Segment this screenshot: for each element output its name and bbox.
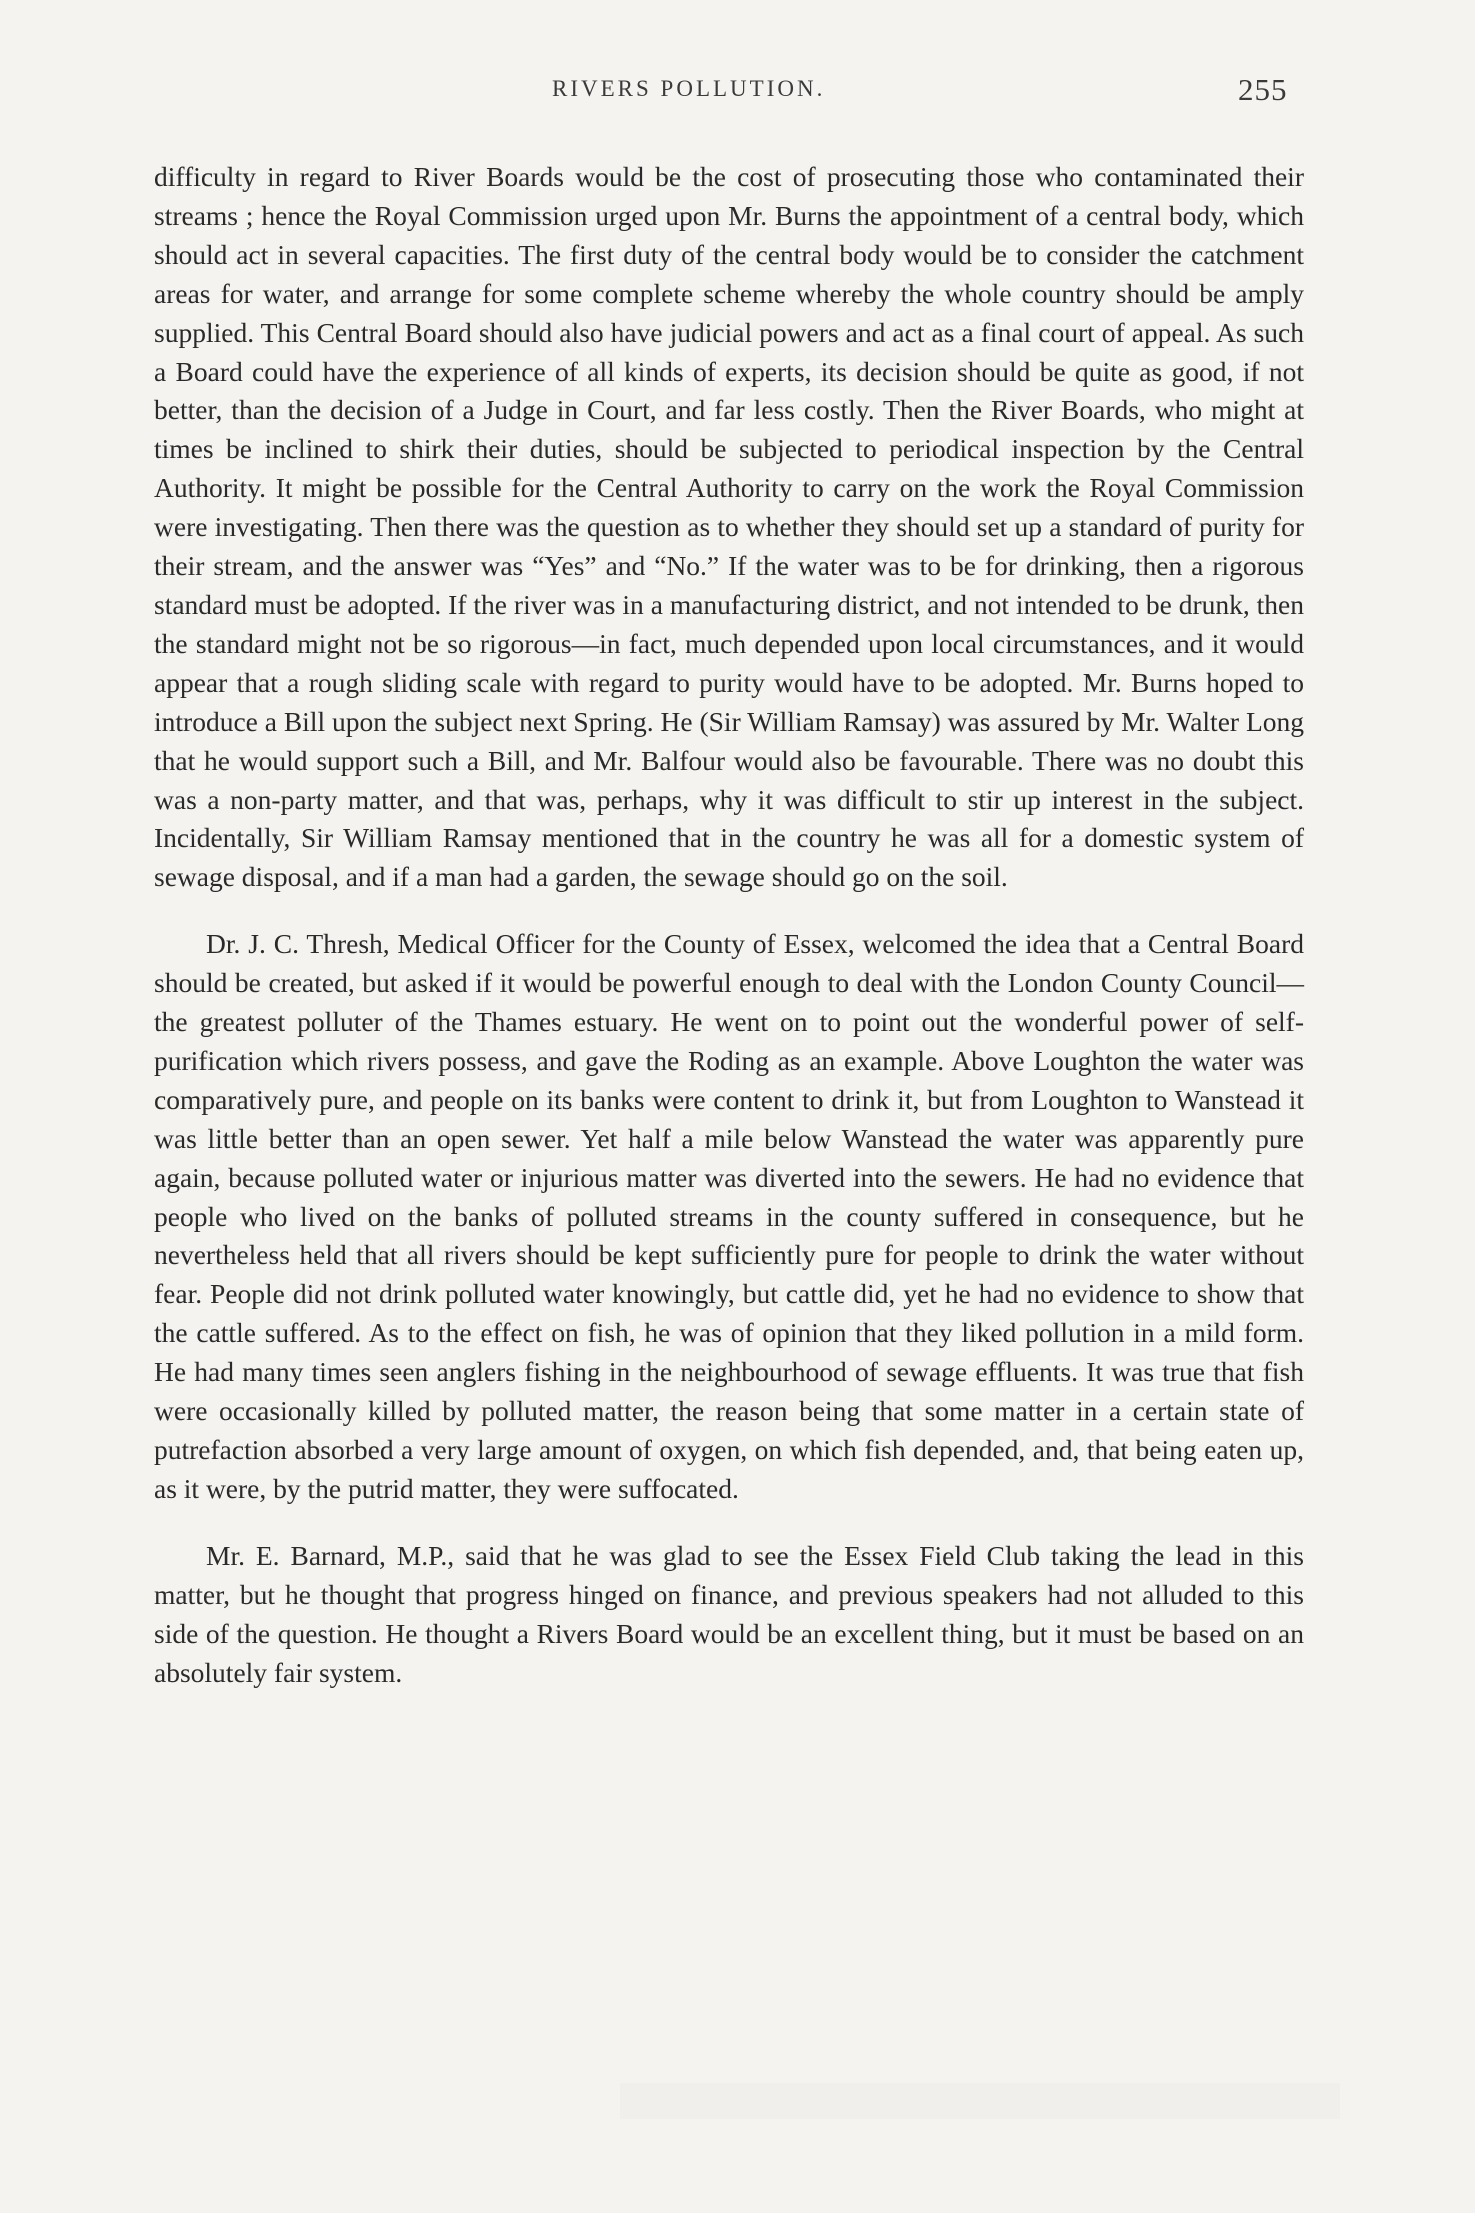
paragraph-barnard: Mr. E. Barnard, M.P., said that he was glad to see the Essex Field Club taking the lead in this matter, but he thought that progress hinged on finance, and previous speakers had not alluded to this side of the question. He thought a Rivers Board would be an excellent thing, but it must be based on an absolutely fair system. (154, 1539, 1304, 1688)
paragraph-thresh: Dr. J. C. Thresh, Medical Officer for the County of Essex, welcomed the idea that a Central Board should be created, but asked if it would be powerful enough to deal with the London County Council—the greatest polluter of the Thames estuary. He went on to point out the wonderful power of self-purification which rivers possess, and gave the Roding as an example. Above Loughton the water was comparatively pure, and people on its banks were content to drink it, but from Loughton to Wanstead it was little better than an open sewer. Yet half a mile below Wanstead the water was apparently pure again, because polluted water or injurious matter was diverted into the sewers. He had no evidence that people who lived on the banks of polluted streams in the county suffered in consequence, but he nevertheless held that all rivers should be kept sufficiently pure for people to drink the water without fear. People did not drink polluted water knowingly, but cattle did, yet he had no evidence to show that the cattle suffered. As to the effect on fish, he was of opinion that they liked pollution in a mild form. He had many times seen anglers fishing in the neighbourhood of sewage effluents. It was true that fish were occasionally killed by polluted matter, the reason being that some matter in a certain state of putrefaction absorbed a very large amount of oxygen, on which fish depended, and, that being eaten up, as it were, by the putrid matter, they were suffocated. (154, 928, 1304, 1504)
body-text (154, 158, 1304, 1692)
scan-shading (620, 2083, 1340, 2119)
page-number: 255 (1238, 72, 1288, 107)
running-head (0, 72, 1475, 116)
paragraph-ramsay-continued: difficulty in regard to River Boards would be the cost of prosecuting those who contaminated their streams ; hence the Royal Commission urged upon Mr. Burns the appointment of a central body, which should act in several capacities. The first duty of the central body would be to consider the catchment areas for water, and arrange for some complete scheme whereby the whole country should be amply supplied. This Central Board should also have judicial powers and act as a final court of appeal. As such a Board could have the experience of all kinds of experts, its decision should be quite as good, if not better, than the decision of a Judge in Court, and far less costly. Then the River Boards, who might at times be inclined to shirk their duties, should be subjected to periodical inspection by the Central Authority. It might be possible for the Central Authority to carry on the work the Royal Commission were investigating. Then there was the question as to whether they should set up a standard of purity for their stream, and the answer was “Yes” and “No.” If the water was to be for drinking, then a rigorous standard must be adopted. If the river was in a manufacturing district, and not intended to be drunk, then the standard might not be so rigorous—in fact, much depended upon local circumstances, and it would appear that a rough sliding scale with regard to purity would have to be adopted. Mr. Burns hoped to introduce a Bill upon the subject next Spring. He (Sir William Ramsay) was assured by Mr. Walter Long that he would support such a Bill, and Mr. Balfour would also be favourable. There was no doubt this was a non-party matter, and that was, perhaps, why it was difficult to stir up interest in the subject. Incidentally, Sir William Ramsay mentioned that in the country he was all for a domestic system of sewage disposal, and if a man had a garden, the sewage should go on the soil. (154, 161, 1304, 893)
running-title: RIVERS POLLUTION. (552, 76, 826, 101)
